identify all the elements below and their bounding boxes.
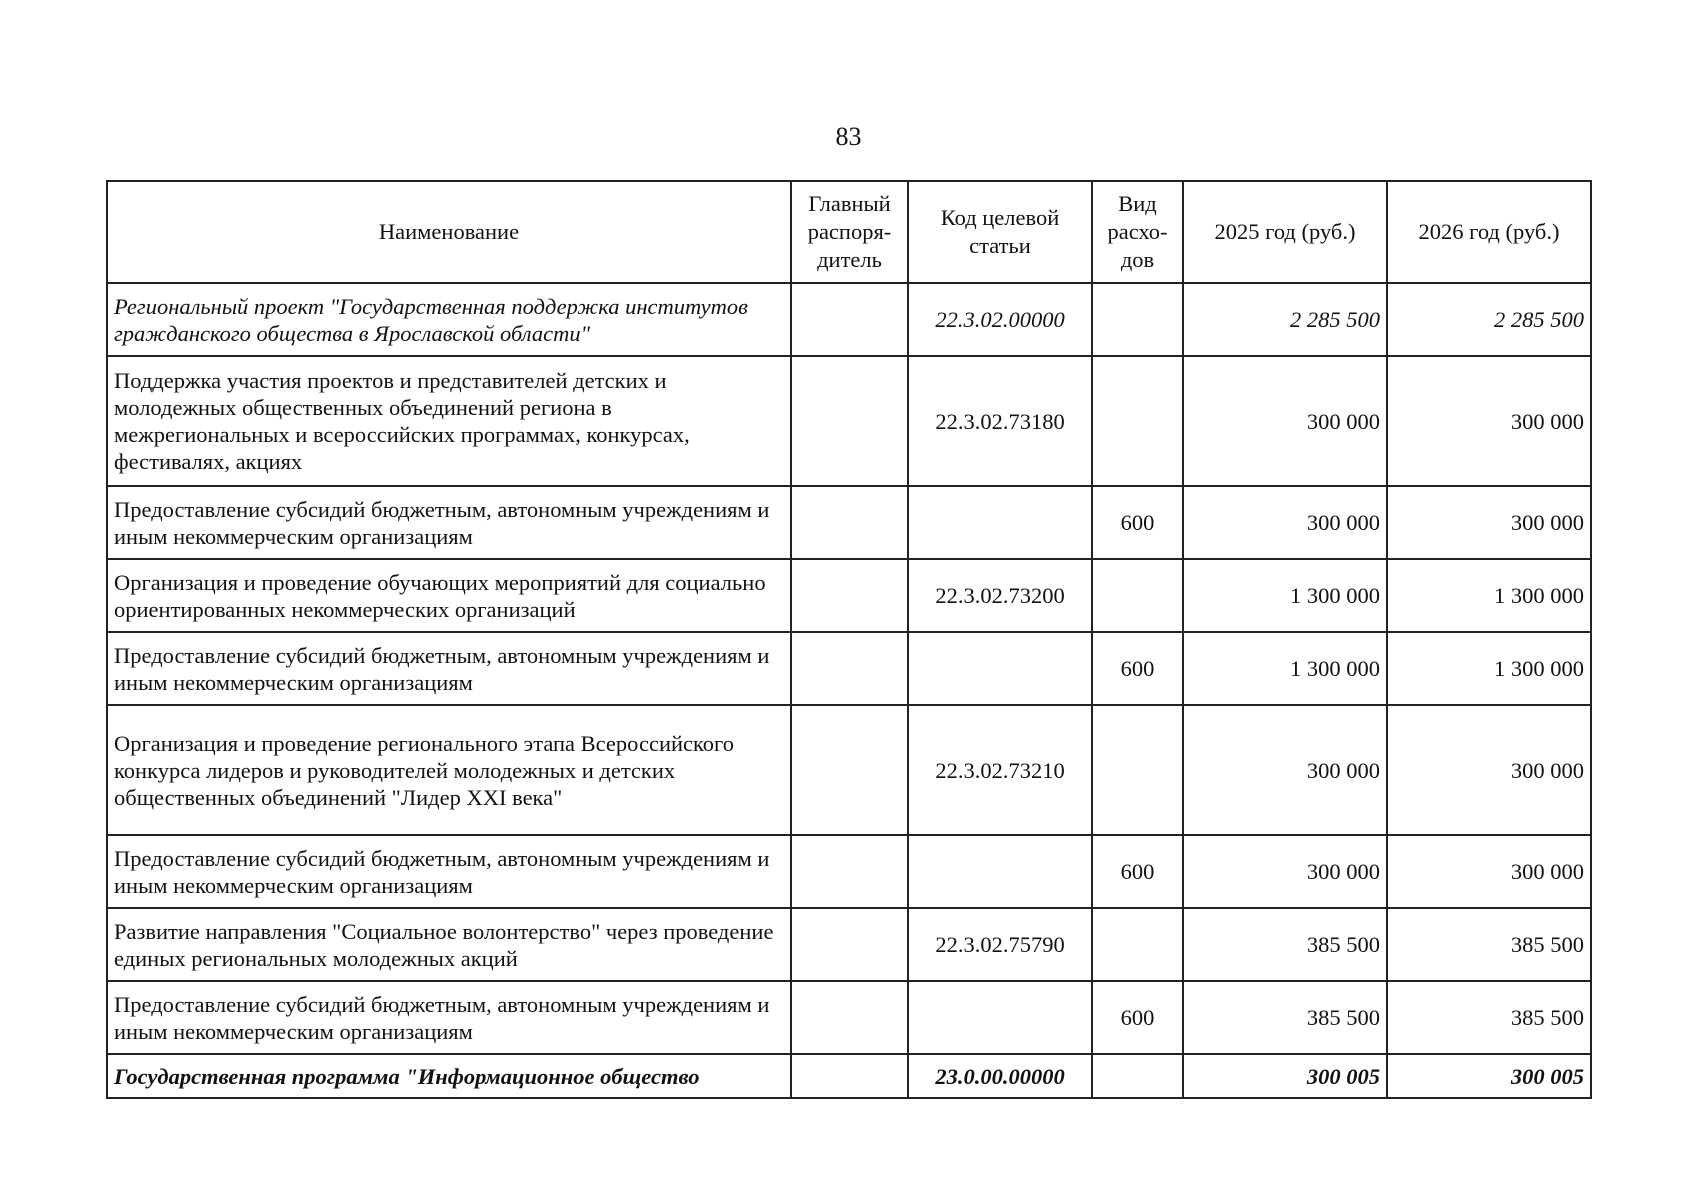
table-header-row: [107, 181, 1591, 283]
row-admin: [791, 283, 908, 356]
row-type: [1092, 1054, 1183, 1098]
row-2026: 2 285 500: [1387, 283, 1591, 356]
row-type: [1092, 559, 1183, 632]
row-2025: 300 000: [1183, 486, 1387, 559]
row-name: Предоставление субсидий бюджетным, автономным учреждениям и иным некоммерческим организациям: [107, 632, 791, 705]
row-admin: [791, 486, 908, 559]
table-row: [107, 835, 1591, 908]
row-name: Развитие направления "Социальное волонтерство" через проведение единых региональных молодежных акций: [107, 908, 791, 981]
row-2025: 2 285 500: [1183, 283, 1387, 356]
table-row: [107, 705, 1591, 835]
row-2025: 300 000: [1183, 356, 1387, 486]
row-admin: [791, 356, 908, 486]
budget-table: [106, 180, 1592, 1099]
row-2025: 1 300 000: [1183, 559, 1387, 632]
row-2025: 385 500: [1183, 981, 1387, 1054]
row-code: 22.3.02.73200: [908, 559, 1092, 632]
row-name: Поддержка участия проектов и представителей детских и молодежных общественных объединений региона в межрегиональных и всероссийских программах, конкурсах, фестивалях, акциях: [107, 356, 791, 486]
row-2025: 300 000: [1183, 835, 1387, 908]
row-code: 22.3.02.73180: [908, 356, 1092, 486]
row-2026: 300 000: [1387, 835, 1591, 908]
row-admin: [791, 981, 908, 1054]
table-row: [107, 283, 1591, 356]
row-admin: [791, 908, 908, 981]
row-name: Организация и проведение регионального этапа Всероссийского конкурса лидеров и руководителей молодежных и детских общественных объединений "Лидер XXI века": [107, 705, 791, 835]
row-2026: 1 300 000: [1387, 559, 1591, 632]
row-code: [908, 981, 1092, 1054]
row-2026: 300 000: [1387, 486, 1591, 559]
row-2025: 1 300 000: [1183, 632, 1387, 705]
row-name: Предоставление субсидий бюджетным, автономным учреждениям и иным некоммерческим организациям: [107, 981, 791, 1054]
row-type: 600: [1092, 632, 1183, 705]
row-type: 600: [1092, 486, 1183, 559]
table-row: [107, 981, 1591, 1054]
row-type: 600: [1092, 835, 1183, 908]
row-2025: 300 005: [1183, 1054, 1387, 1098]
header-year-2026: 2026 год (руб.): [1387, 181, 1591, 283]
row-type: [1092, 283, 1183, 356]
table-row: [107, 356, 1591, 486]
row-name: Предоставление субсидий бюджетным, автономным учреждениям и иным некоммерческим организациям: [107, 486, 791, 559]
row-code: 22.3.02.00000: [908, 283, 1092, 356]
row-2026: 385 500: [1387, 981, 1591, 1054]
row-admin: [791, 559, 908, 632]
row-admin: [791, 835, 908, 908]
row-2025: 300 000: [1183, 705, 1387, 835]
table-row: [107, 559, 1591, 632]
header-name: Наименование: [107, 181, 791, 283]
row-2026: 300 000: [1387, 356, 1591, 486]
row-admin: [791, 705, 908, 835]
row-2026: 300 005: [1387, 1054, 1591, 1098]
row-name: Региональный проект "Государственная поддержка институтов гражданского общества в Ярославской области": [107, 283, 791, 356]
row-type: 600: [1092, 981, 1183, 1054]
row-code: [908, 486, 1092, 559]
row-admin: [791, 1054, 908, 1098]
row-type: [1092, 356, 1183, 486]
row-code: 23.0.00.00000: [908, 1054, 1092, 1098]
row-name: Организация и проведение обучающих мероприятий для социально ориентированных некоммерческих организаций: [107, 559, 791, 632]
row-admin: [791, 632, 908, 705]
row-2025: 385 500: [1183, 908, 1387, 981]
header-code: Код целевой статьи: [908, 181, 1092, 283]
page-number: 83: [835, 122, 862, 151]
row-type: [1092, 908, 1183, 981]
row-code: 22.3.02.75790: [908, 908, 1092, 981]
row-name: Предоставление субсидий бюджетным, автономным учреждениям и иным некоммерческим организациям: [107, 835, 791, 908]
row-2026: 385 500: [1387, 908, 1591, 981]
table-row: [107, 908, 1591, 981]
header-type: Вид расхо- дов: [1092, 181, 1183, 283]
table-row: [107, 632, 1591, 705]
row-2026: 1 300 000: [1387, 632, 1591, 705]
row-type: [1092, 705, 1183, 835]
header-year-2025: 2025 год (руб.): [1183, 181, 1387, 283]
table-row: [107, 1054, 1591, 1098]
header-admin: Главный распоря- дитель: [791, 181, 908, 283]
row-code: [908, 835, 1092, 908]
row-code: 22.3.02.73210: [908, 705, 1092, 835]
row-code: [908, 632, 1092, 705]
row-2026: 300 000: [1387, 705, 1591, 835]
table-row: [107, 486, 1591, 559]
row-name: Государственная программа "Информационное общество: [107, 1054, 791, 1098]
